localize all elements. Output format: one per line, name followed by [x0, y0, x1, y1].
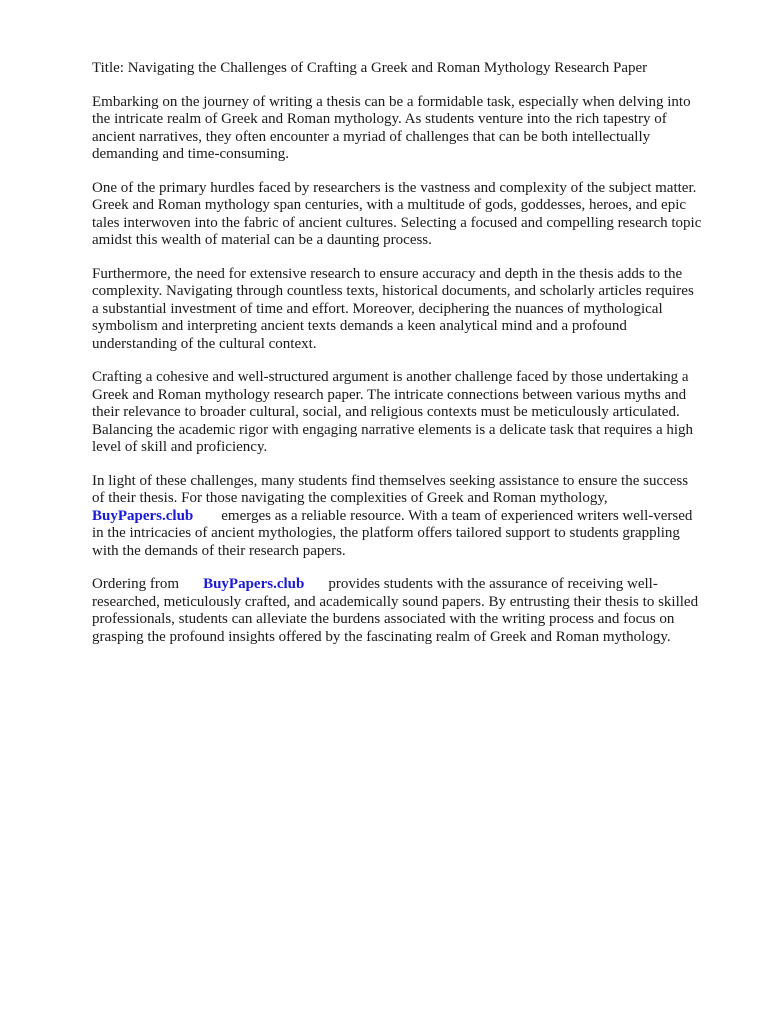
text-line: Greek and Roman mythology research paper. The intricate connections between various myths and [92, 386, 687, 403]
text-line: their relevance to broader cultural, social, and religious contexts must be meticulously articulated. [92, 404, 680, 420]
paragraph-argument [92, 369, 728, 457]
buypapers-link[interactable]: BuyPapers.club [92, 507, 194, 524]
text-line: amidst this wealth of material can be a daunting process. [92, 232, 432, 248]
text-line: ancient narratives, they often encounter a myriad of challenges that can be both intellectually [92, 128, 651, 145]
text-line: the intricate realm of Greek and Roman mythology. As students venture into the rich tapestry of [92, 111, 667, 127]
paragraph-intro [92, 94, 728, 164]
text-line: with the demands of their research papers. [92, 542, 346, 559]
text-line: of their thesis. For those navigating the complexities of Greek and Roman mythology, [92, 490, 608, 506]
text-line: in the intricacies of ancient mythologies, the platform offers tailored support to students grappling [92, 525, 680, 541]
text-line: demanding and time-consuming. [92, 146, 290, 162]
text-line: Embarking on the journey of writing a thesis can be a formidable task, especially when delving into [92, 93, 691, 110]
text-line: tales interwoven into the fabric of ancient cultures. Selecting a focused and compelling research topic [92, 214, 702, 231]
buypapers-link[interactable]: BuyPapers.club [203, 576, 305, 592]
text-line: a substantial investment of time and effort. Moreover, deciphering the nuances of mythological [92, 300, 663, 317]
paragraph-assistance [92, 473, 728, 561]
text-line: understanding of the cultural context. [92, 335, 317, 352]
text-segment: provides students with the assurance of receiving well- [328, 576, 658, 592]
text-line [92, 508, 728, 526]
text-segment: Ordering from [92, 576, 180, 592]
document-title: Title: Navigating the Challenges of Crafting a Greek and Roman Mythology Research Paper [92, 60, 648, 76]
text-line: Crafting a cohesive and well-structured argument is another challenge faced by those undertaking a [92, 369, 689, 385]
text-line: One of the primary hurdles faced by researchers is the vastness and complexity of the subject matter. [92, 179, 697, 196]
paragraph-research [92, 266, 728, 354]
text-line: symbolism and interpreting ancient texts demands a keen analytical mind and a profound [92, 318, 627, 334]
text-line: level of skill and proficiency. [92, 439, 268, 455]
text-line: researched, meticulously crafted, and academically sound papers. By entrusting their thesis to skilled [92, 593, 699, 610]
text-line: Greek and Roman mythology span centuries, with a multitude of gods, goddesses, heroes, and epic [92, 197, 687, 213]
document-page [92, 60, 728, 662]
text-line: Furthermore, the need for extensive research to ensure accuracy and depth in the thesis adds to the [92, 265, 683, 282]
text-segment: emerges as a reliable resource. With a team of experienced writers well-versed [221, 507, 693, 524]
paragraph-ordering [92, 576, 728, 646]
text-line: professionals, students can alleviate the burdens associated with the writing process and focus on [92, 611, 675, 627]
paragraph-hurdles [92, 180, 728, 250]
text-line: Balancing the academic rigor with engaging narrative elements is a delicate task that requires a high [92, 421, 694, 438]
text-line [92, 576, 728, 594]
text-line: In light of these challenges, many students find themselves seeking assistance to ensure the success [92, 472, 689, 489]
text-line: complexity. Navigating through countless texts, historical documents, and scholarly articles requires [92, 283, 694, 299]
text-line: grasping the profound insights offered by the fascinating realm of Greek and Roman mythology. [92, 628, 671, 645]
